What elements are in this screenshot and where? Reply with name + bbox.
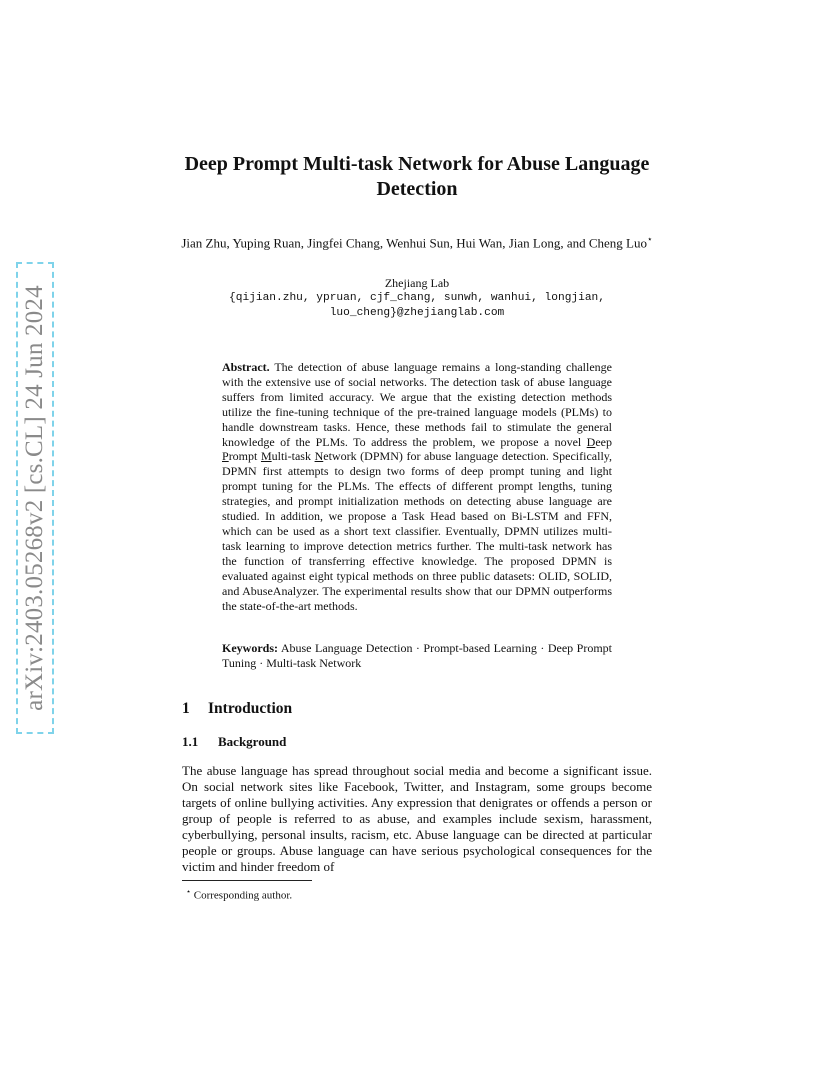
keywords-label: Keywords: [222, 641, 278, 655]
abstract-label: Abstract. [222, 360, 270, 374]
abstract [222, 360, 612, 613]
author-footnote-mark: ⋆ [647, 234, 653, 244]
author-list [170, 231, 664, 251]
acronym-word-multitask: ulti-task [271, 449, 315, 464]
footnote-text: Corresponding author. [193, 889, 293, 902]
affiliation: Zhejiang Lab [384, 276, 450, 290]
footnote [186, 885, 292, 903]
arxiv-id: arXiv:2403.05268v2 [cs.CL] 24 Jun 2024 [21, 285, 48, 711]
keywords-text: Abuse Language Detection · Prompt-based Learning · Deep Prompt Tuning · Multi-task Network [222, 641, 613, 670]
subsection-title: Background [218, 734, 287, 749]
authors-text: Jian Zhu, Yuping Ruan, Jingfei Chang, Wenhui Sun, Hui Wan, Jian Long, and Cheng Luo [181, 235, 647, 251]
footnote-rule [182, 880, 312, 881]
arxiv-stamp [16, 262, 54, 734]
author-emails: {qijian.zhu, ypruan, cjf_chang, sunwh, wanhui, longjian, luo_cheng}@zhejianglab.com [229, 292, 605, 319]
abstract-text-before: The detection of abuse language remains a long-standing challenge with the extensive use of social networks. The detection task of abuse language suffers from limited accuracy. We argue that the existing detection methods utilize the fine-tuning technique of the pre-trained language models (PLMs) to handle downstream tasks. Hence, these methods fail to stimulate the general knowledge of the PLMs. To address the problem, we propose a novel [222, 360, 613, 449]
footnote-mark: ⋆ [186, 887, 192, 896]
acronym-word-network: etwork [323, 449, 357, 464]
subsection-number: 1.1 [182, 734, 199, 749]
acronym-letter-p: P [222, 449, 229, 464]
subsection-heading [182, 734, 286, 750]
paper-title: Deep Prompt Multi-task Network for Abuse Language Detection [184, 153, 650, 200]
acronym-word-prompt: rompt [228, 449, 261, 464]
abstract-text-after: (DPMN) for abuse language detection. Specifically, DPMN first attempts to design two forms of deep prompt tuning and light prompt tuning for the PLMs. The effects of different prompt lengths, tuning strategies, and prompt initialization methods on detecting abuse language are studied. In addition, we propose a Task Head based on Bi-LSTM and FFN, which can be used as a short text classifier. Eventually, DPMN utilizes multi-task learning to improve detection metrics further. The multi-task network has the function of transferring effective knowledge. The proposed DPMN is evaluated against eight typical methods on three public datasets: OLID, SOLID, and AbuseAnalyzer. The experimental results show that our DPMN outperforms the state-of-the-art methods. [222, 449, 613, 613]
section-title: Introduction [208, 700, 293, 717]
acronym-letter-d: D [586, 434, 596, 449]
acronym-letter-m: M [260, 449, 272, 464]
keywords [222, 641, 612, 671]
body-paragraph: The abuse language has spread throughout social media and become a significant issue. On social network sites like Facebook, Twitter, and Instagram, some groups become targets of online bullying activities. Any expression that denigrates or offends a person or group of people is referred to as abuse, and examples include sexism, harassment, cyberbullying, personal insults, racism, etc. Abuse language can be directed at particular people or groups. Abuse language can have serious psychological consequences for the victim and hinder freedom of [182, 763, 652, 874]
section-number: 1 [182, 700, 190, 717]
section-heading [182, 699, 292, 719]
acronym-letter-n: N [314, 449, 324, 464]
acronym-word-deep: eep [595, 434, 612, 449]
